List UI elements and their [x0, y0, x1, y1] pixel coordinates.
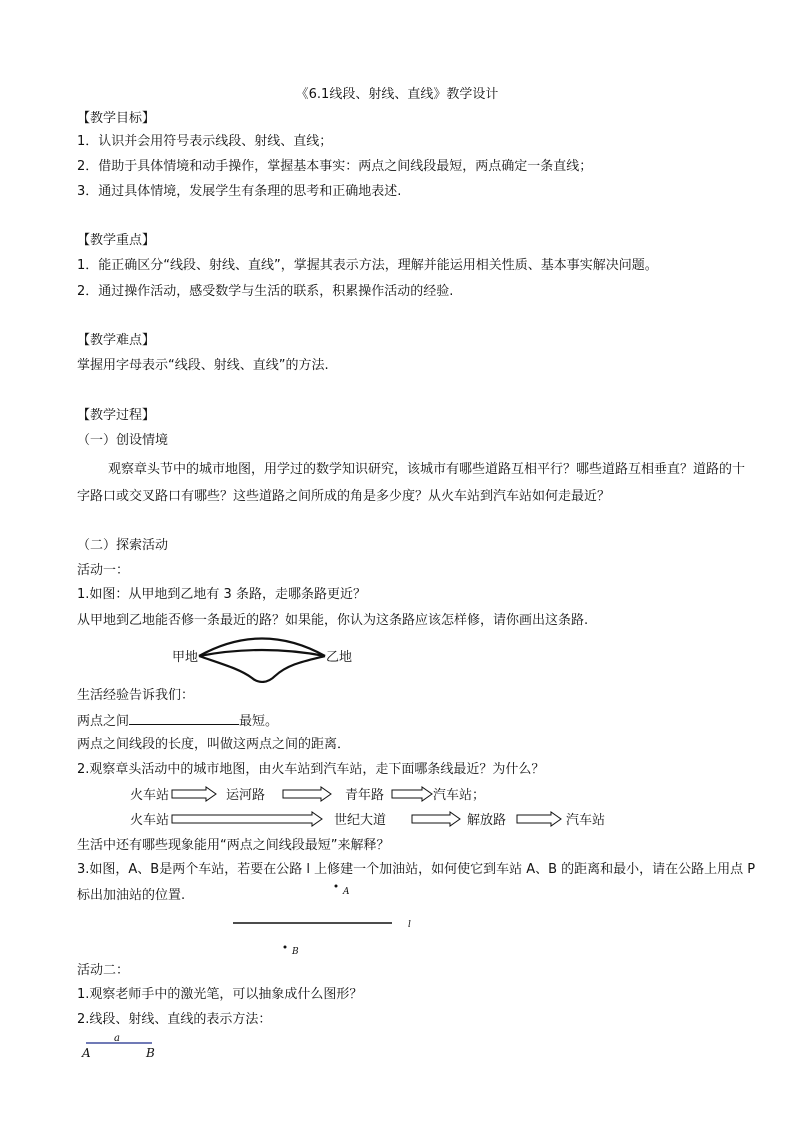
route1-stop-4: 汽车站；	[433, 788, 486, 803]
fig3-line-label: l	[408, 920, 411, 930]
difficulty-text: 掌握用字母表示“线段、射线、直线”的方法.	[77, 358, 329, 373]
page-title: 《6.1线段、射线、直线》教学设计	[295, 87, 499, 102]
key-points-heading: 【教学重点】	[77, 233, 156, 248]
between-suffix: 最短。	[239, 714, 279, 729]
life-experience: 生活经验告诉我们：	[77, 688, 195, 703]
route2-arrows	[172, 812, 561, 826]
route2-arrow-2	[412, 812, 460, 826]
fig1-from-label: 甲地	[172, 650, 199, 665]
route1-arrow-3	[392, 787, 432, 801]
part1-paragraph-line1: 观察章头节中的城市地图，用学过的数学知识研究，该城市有哪些道路互相平行？哪些道路互相垂直？道路的十	[108, 462, 746, 477]
route1-stop-1: 火车站	[130, 788, 170, 803]
key-point-1: 1．能正确区分“线段、射线、直线”，掌握其表示方法，理解并能运用相关性质、基本事实解决问题。	[77, 258, 658, 273]
route1-stop-2: 运河路	[226, 788, 266, 803]
goal-item-3: 3．通过具体情境，发展学生有条理的思考和正确地表述.	[77, 184, 402, 199]
goal-item-1: 1．认识并会用符号表示线段、射线、直线；	[77, 134, 333, 149]
route2-stop-2: 世纪大道	[334, 813, 387, 828]
q3-line1: 3.如图，A、B是两个车站，若要在公路 l 上修建一个加油站，如何使它到车站 A、B 的距离和最小，请在公路上用点 P	[77, 862, 756, 877]
between-prefix: 两点之间	[77, 714, 130, 729]
fig4-left-label: A	[82, 1046, 91, 1060]
difficulty-heading: 【教学难点】	[77, 333, 156, 348]
fig3-point-a-label: A	[343, 887, 350, 897]
fig4-right-label: B	[146, 1046, 155, 1060]
distance-definition: 两点之间线段的长度，叫做这两点之间的距离．	[77, 737, 351, 752]
fig3-point-b	[284, 946, 287, 949]
activity2-label: 活动二：	[77, 963, 130, 978]
fig1-to-label: 乙地	[326, 650, 353, 665]
part2-title: （二）探索活动	[77, 538, 169, 553]
fig1-road-middle	[199, 650, 325, 656]
goal-item-2: 2．借助于具体情境和动手操作，掌握基本事实：两点之间线段最短，两点确定一条直线；	[77, 159, 593, 174]
a2-question-2: 2.线段、射线、直线的表示方法：	[77, 1012, 272, 1027]
goals-heading: 【教学目标】	[77, 111, 156, 126]
route1-arrow-1	[172, 787, 216, 801]
process-heading: 【教学过程】	[77, 408, 156, 423]
route1-stop-3: 青年路	[345, 788, 385, 803]
route2-stop-1: 火车站	[130, 813, 170, 828]
route1-arrows	[172, 787, 432, 801]
fig3-point-a	[335, 885, 338, 888]
q2-text: 2.观察章头活动中的城市地图，由火车站到汽车站，走下面哪条线最近？为什么？	[77, 762, 545, 777]
activity1-label: 活动一：	[77, 563, 130, 578]
route1-arrow-2	[283, 787, 331, 801]
fig1-road-bottom	[199, 656, 325, 682]
fig1-roads	[199, 639, 325, 682]
a2-question-1: 1.观察老师手中的激光笔，可以抽象成什么图形？	[77, 987, 363, 1002]
fig3-point-b-label: B	[292, 947, 299, 957]
q1-line1: 1.如图：从甲地到乙地有 3 条路，走哪条路更近？	[77, 587, 366, 602]
route2-stop-4: 汽车站	[566, 813, 606, 828]
q1-line2: 从甲地到乙地能否修一条最近的路？如果能，你认为这条路应该怎样修，请你画出这条路.	[77, 613, 589, 628]
part1-paragraph-line2: 字路口或交叉路口有哪些？这些道路之间所成的角是多少度？从火车站到汽车站如何走最近？	[77, 489, 611, 504]
q3-line2: 标出加油站的位置.	[77, 888, 186, 903]
q2-followup: 生活中还有哪些现象能用“两点之间线段最短”来解释？	[77, 838, 390, 853]
fig4-mid-label: a	[114, 1033, 120, 1044]
route2-arrow-1	[172, 812, 322, 826]
part1-title: （一）创设情境	[77, 433, 169, 448]
key-point-2: 2．通过操作活动，感受数学与生活的联系，积累操作活动的经验.	[77, 284, 454, 299]
route2-arrow-3	[517, 812, 561, 826]
route2-stop-3: 解放路	[467, 813, 507, 828]
